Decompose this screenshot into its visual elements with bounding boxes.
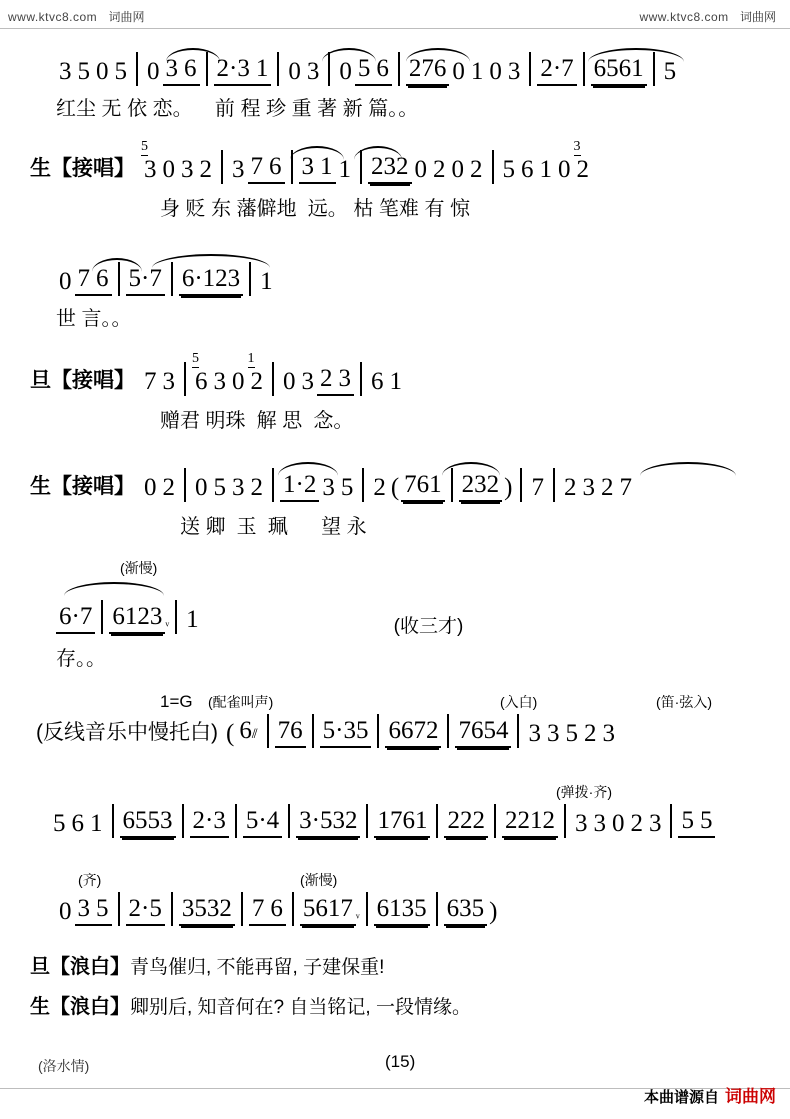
- note: 2: [250, 474, 263, 501]
- music-line-3: [56, 262, 282, 296]
- note: 6: [267, 895, 286, 926]
- grace-note: 1: [247, 351, 255, 366]
- note: 1: [90, 810, 103, 837]
- note: 3: [593, 810, 606, 837]
- measure: [438, 804, 496, 838]
- note: 6⫽: [239, 717, 258, 744]
- annotation-ritard: (渐慢): [300, 872, 338, 888]
- note: 1·2: [280, 471, 319, 502]
- measure: [290, 804, 368, 838]
- note: 3: [528, 720, 541, 747]
- note: 3: [163, 55, 182, 86]
- note: 2: [433, 156, 446, 183]
- note: 3: [75, 895, 94, 926]
- spoken-line-dan: [30, 950, 384, 979]
- source-credit: [644, 1082, 776, 1107]
- note: 3: [322, 474, 335, 501]
- music-line-6: [56, 600, 464, 637]
- note: 5: [93, 895, 112, 926]
- paren-close: ): [504, 474, 513, 501]
- annotation-tutti: (齐): [78, 872, 102, 888]
- note: 6·123: [179, 265, 243, 296]
- note: 6: [181, 55, 200, 86]
- note: 3: [299, 153, 318, 184]
- annotation-enter-speech: (入白): [500, 694, 538, 710]
- brand-name: 词曲网: [725, 1087, 776, 1106]
- measure: [531, 52, 584, 86]
- note: 3 5: [141, 139, 157, 183]
- measure: [135, 139, 223, 184]
- note: 1: [470, 58, 484, 85]
- measure: [274, 468, 364, 502]
- measure: [243, 892, 294, 926]
- lyrics-line-5: 送 卿 玉 珮 望 永: [180, 516, 367, 538]
- music-line-9: [56, 892, 505, 926]
- measure: [120, 892, 173, 926]
- note: 7: [248, 153, 267, 184]
- measure: [135, 362, 186, 396]
- note: 76: [275, 717, 306, 748]
- note: 1761: [374, 807, 430, 838]
- watermark-right: [639, 8, 776, 25]
- measure: [56, 52, 138, 86]
- page-number: (15): [385, 1052, 416, 1071]
- note: 6·7: [56, 603, 95, 634]
- music-line-4: [30, 351, 411, 396]
- measure: [519, 714, 624, 748]
- note: 0: [283, 368, 296, 395]
- note: 5·7: [126, 265, 165, 296]
- measure: [293, 150, 363, 184]
- measure: [522, 468, 555, 502]
- note: 5: [53, 810, 66, 837]
- measure: [368, 804, 438, 838]
- note: 6135: [374, 895, 430, 926]
- note: 6: [373, 55, 392, 86]
- breath-mark: ᵛ: [355, 910, 360, 925]
- song-title-footer: (洛水情): [38, 1058, 90, 1074]
- note: 5: [213, 474, 226, 501]
- note: 3: [301, 368, 314, 395]
- note: 1: [317, 153, 336, 184]
- music-sheet: [0, 30, 790, 1030]
- annotation-bird-call: (配雀叫声): [208, 694, 274, 710]
- paren-open: (: [226, 720, 235, 747]
- measure: [237, 804, 290, 838]
- note: 3·532: [296, 807, 360, 838]
- measure: [400, 52, 532, 86]
- note: 2: [583, 720, 597, 747]
- note: 2: [162, 474, 175, 501]
- note: 5617: [300, 895, 356, 926]
- note: 0: [451, 156, 464, 183]
- note: 7: [531, 474, 544, 501]
- note: 6 5: [192, 351, 208, 395]
- lyrics-line-1: 红尘 无 依 恋。 前 程 珍 重 著 新 篇。。: [56, 98, 419, 120]
- tempo-annotation: (渐慢): [120, 560, 158, 576]
- role-label: 旦【接唱】: [30, 369, 135, 392]
- note: 5: [114, 58, 127, 85]
- note: 6: [371, 368, 384, 395]
- note: 232: [459, 471, 503, 502]
- note: 0: [339, 58, 352, 85]
- note: 5: [565, 720, 578, 747]
- note: 2 1: [247, 351, 263, 395]
- note: 0: [611, 810, 625, 837]
- measure: [368, 892, 438, 926]
- measure: [672, 804, 721, 838]
- lyrics-line-3: 世 言。。: [56, 308, 132, 330]
- watermark-left-cn: 词曲网: [108, 10, 145, 24]
- measure: [56, 600, 103, 634]
- spoken-text: 青鸟催归, 不能再留, 子建保重!: [130, 957, 385, 978]
- note: 5: [77, 58, 90, 85]
- annotation-flute-string: (笛·弦入): [656, 694, 712, 710]
- note: 7: [75, 265, 94, 296]
- note: 2: [373, 474, 386, 501]
- note: 276: [406, 55, 450, 86]
- note: 2: [470, 156, 483, 183]
- measure: [494, 139, 599, 184]
- note: 2·3: [214, 55, 253, 86]
- note: 6: [521, 156, 534, 183]
- note: 1: [186, 606, 199, 633]
- role-label: 生【接唱】: [30, 475, 135, 498]
- note: 0: [59, 268, 72, 295]
- note: 6553: [120, 807, 176, 838]
- watermark-right-site: www.ktvc8.com: [639, 10, 729, 24]
- note: 0: [232, 368, 245, 395]
- note: 3: [582, 474, 595, 501]
- note: 3: [181, 156, 194, 183]
- spoken-line-sheng: [30, 990, 471, 1019]
- note: 0: [414, 156, 427, 183]
- note: 2 3: [573, 139, 589, 183]
- measure: [56, 892, 120, 926]
- measure: [267, 714, 314, 748]
- measure: [173, 262, 251, 296]
- measure: [453, 468, 523, 502]
- measure: [173, 892, 243, 926]
- measure: [438, 892, 506, 926]
- slur: [640, 462, 736, 476]
- note: 6: [266, 153, 285, 184]
- music-line-5: [30, 468, 641, 502]
- note: 0: [195, 474, 208, 501]
- slur: [64, 582, 164, 596]
- note: 0: [144, 474, 157, 501]
- measure: [218, 714, 267, 748]
- header-divider: [0, 28, 790, 29]
- note: 0: [288, 58, 301, 85]
- note: 3: [59, 58, 72, 85]
- note: 222: [444, 807, 488, 838]
- note: 5: [355, 55, 374, 86]
- note: 6: [93, 265, 112, 296]
- note: 5·4: [243, 807, 282, 838]
- note: 3: [232, 156, 245, 183]
- note: 7654: [455, 717, 511, 748]
- note: 6123: [109, 603, 165, 634]
- note: 0: [162, 156, 175, 183]
- note: 1: [338, 156, 351, 183]
- spoken-role-label: 生【浪白】: [30, 996, 130, 1018]
- music-line-7: [36, 714, 624, 748]
- measure: [566, 804, 673, 838]
- measure: [314, 714, 380, 748]
- grace-note: 3: [573, 139, 581, 154]
- note: 3: [162, 368, 175, 395]
- measure: [120, 262, 173, 296]
- note: 232: [368, 153, 412, 184]
- role-label: 生【接唱】: [30, 157, 135, 180]
- measure: [114, 804, 184, 838]
- watermark-right-cn: 词曲网: [739, 10, 776, 24]
- measure: [184, 804, 237, 838]
- note: 2: [317, 365, 336, 396]
- note: 3: [546, 720, 560, 747]
- note: 2: [199, 156, 212, 183]
- measure: [103, 600, 177, 634]
- measure: [135, 468, 186, 502]
- measure: [208, 52, 280, 86]
- music-line-1: [56, 52, 685, 86]
- lyrics-line-4: 赠君 明珠 解 思 念。: [160, 410, 354, 432]
- note: 2·3: [190, 807, 229, 838]
- music-line-2: [30, 139, 598, 184]
- note: 3: [336, 365, 355, 396]
- performance-note: (收三才): [393, 616, 464, 637]
- note: 3: [213, 368, 226, 395]
- measure: [138, 52, 208, 86]
- note: 1: [539, 156, 552, 183]
- note: 6672: [385, 717, 441, 748]
- watermark-left-site: www.ktvc8.com: [8, 10, 98, 24]
- note: 5: [678, 807, 697, 838]
- measure: [362, 362, 411, 396]
- measure: [362, 150, 494, 184]
- lyrics-line-2: 身 贬 东 藩僻地 远。 枯 笔难 有 惊: [160, 198, 471, 220]
- note: 2: [563, 474, 577, 501]
- note: 0: [59, 898, 72, 925]
- note: 3: [232, 474, 245, 501]
- measure: [364, 468, 452, 502]
- measure: [186, 468, 274, 502]
- note: 5: [663, 58, 677, 85]
- grace-note: 5: [141, 139, 148, 154]
- measure: [449, 714, 519, 748]
- watermark-left: [8, 8, 145, 25]
- note: 5·35: [320, 717, 372, 748]
- note: 3: [574, 810, 588, 837]
- grace-note: 5: [192, 351, 199, 366]
- measure: [585, 52, 655, 86]
- measure: [555, 468, 641, 502]
- breath-mark: ᵛ: [165, 618, 170, 633]
- note: 0: [489, 58, 502, 85]
- note: 2: [630, 810, 643, 837]
- note: 3: [306, 58, 320, 85]
- source-label: 本曲谱源自: [643, 1089, 719, 1106]
- note: 3: [648, 810, 662, 837]
- note: 5: [697, 807, 716, 838]
- note: 2212: [502, 807, 558, 838]
- measure: [186, 351, 274, 396]
- note: 5: [340, 474, 354, 501]
- note: 7: [249, 895, 268, 926]
- note: 1: [389, 368, 402, 395]
- section-label: (反线音乐中慢托白): [36, 721, 218, 744]
- measure: [655, 52, 686, 86]
- note: 1: [253, 55, 272, 86]
- paren-open: (: [390, 474, 400, 501]
- measure: [50, 804, 114, 838]
- note: 2·5: [126, 895, 165, 926]
- measure: [330, 52, 400, 86]
- note: 0: [147, 58, 160, 85]
- note: 1: [260, 268, 273, 295]
- spoken-text: 卿别后, 知音何在? 自当铭记, 一段情缘。: [130, 997, 471, 1018]
- note: 3532: [179, 895, 235, 926]
- note: 2: [600, 474, 614, 501]
- note: 0: [96, 58, 109, 85]
- key-signature: 1=G: [160, 692, 193, 711]
- measure: [177, 600, 208, 634]
- measure: [294, 892, 368, 926]
- note: 3: [507, 58, 521, 85]
- note: 6: [71, 810, 84, 837]
- measure: [279, 52, 330, 86]
- note: 761: [401, 471, 445, 502]
- measure: [379, 714, 449, 748]
- measure: [56, 262, 120, 296]
- note: 0: [452, 58, 465, 85]
- measure: [251, 262, 282, 296]
- note: 3: [602, 720, 615, 747]
- note: 635: [444, 895, 488, 926]
- annotation-pluck-tutti: (弹拨·齐): [556, 784, 612, 800]
- paren-close: ): [489, 898, 498, 925]
- lyrics-line-6: 存。。: [56, 648, 106, 670]
- note: 6561: [591, 55, 647, 86]
- note: 7: [619, 474, 632, 501]
- note: 0: [558, 156, 571, 183]
- measure: [223, 150, 293, 184]
- note: 5: [502, 156, 515, 183]
- measure: [496, 804, 566, 838]
- spoken-role-label: 旦【浪白】: [30, 956, 130, 978]
- measure: [274, 362, 362, 396]
- note: 2·7: [537, 55, 576, 86]
- music-line-8: [50, 804, 721, 838]
- note: 7: [144, 368, 157, 395]
